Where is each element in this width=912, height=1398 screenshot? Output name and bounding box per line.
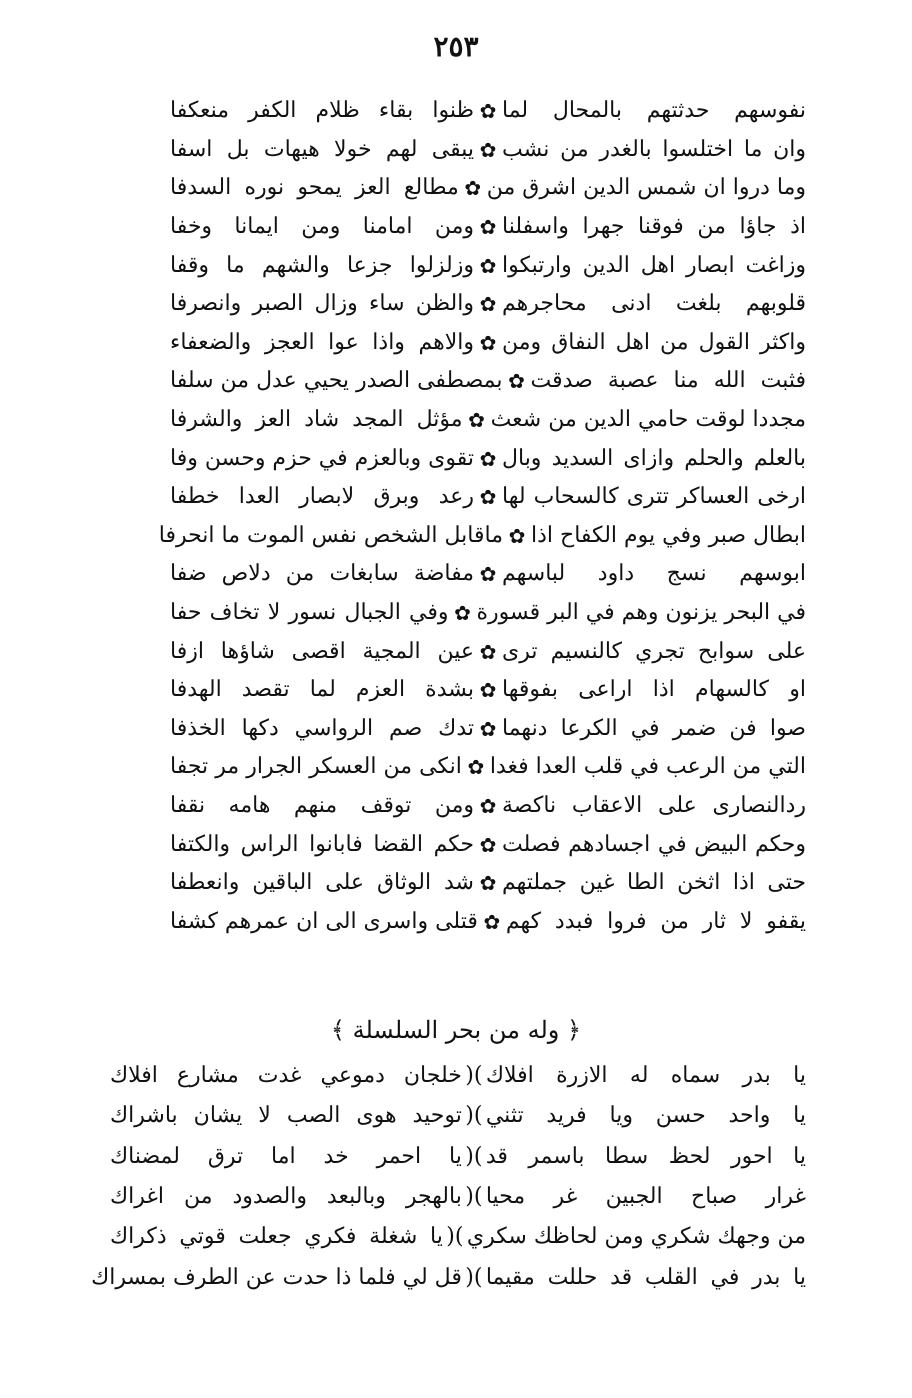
hemistich-left: ماقابل الشخص نفس الموت ما انحرفا: [158, 522, 503, 548]
hemistich-left: قتلى واسرى الى ان عمرهم كشفا: [170, 908, 478, 934]
hemistich-right: يقفو لا ثار من فروا فبدد كهم: [505, 908, 806, 934]
verse-line: [91, 1257, 806, 1297]
hemistich-right: ابوسهم نسج داود لباسهم: [502, 561, 806, 587]
hemistich-right: وان ما اختلسوا بالغدر من نشب: [502, 136, 806, 162]
verse-separator-icon: ✿: [508, 369, 525, 394]
verse-separator-icon: ✿: [468, 408, 485, 433]
hemistich-left: ظنوا بقاء ظلام الكفر منعكفا: [170, 98, 474, 124]
verse-separator-icon: ✿: [467, 755, 485, 780]
page-number: ٢٥٣: [433, 30, 479, 63]
hemistich-left: بشدة العزم لما تقصد الهدفا: [170, 677, 474, 703]
verse-line: [170, 362, 806, 401]
verse-separator-icon: ✿: [479, 716, 497, 741]
hemistich-left: شد الوثاق على الباقين وانعطفا: [170, 870, 474, 896]
hemistich-right: قلوبهم بلغت ادنى محاجرهم: [502, 291, 806, 317]
verse-line: [110, 1177, 806, 1217]
verse-line: [170, 787, 806, 826]
verse-line: [170, 285, 806, 324]
verse-line: [110, 1096, 806, 1136]
hemistich-right: اذ جاؤا من فوقنا جهرا واسفلنا: [502, 214, 806, 240]
hemistich-right: التي من الرعب في قلب العدا فغدا: [489, 754, 806, 780]
hemistich-left: بمصطفى الصدر يحيي عدل من سلفا: [170, 368, 503, 394]
verse-line: [170, 324, 806, 363]
hemistich-left: رعد وبرق لابصار العدا خطفا: [170, 484, 474, 510]
hemistich-right: غرار صباح الجبين غر محيا: [485, 1184, 806, 1210]
hemistich-right: واكثر القول من اهل النفاق ومن: [502, 329, 806, 355]
verse-line: [170, 555, 806, 594]
verse-line: [170, 825, 806, 864]
hemistich-right: في البحر يزنون وهم في البر قسورة: [476, 600, 806, 626]
verse-separator-icon: ✿: [479, 292, 497, 317]
hemistich-right: حتى اذا اثخن الطا غين جملتهم: [502, 870, 806, 896]
verse-separator-icon: ✿: [479, 678, 497, 703]
hemistich-right: او كالسهام اذا اراعى بفوقها: [502, 677, 806, 703]
verse-line: [170, 208, 806, 247]
verse-separator-icon: ✿: [479, 793, 497, 818]
hemistich-right: فثبت الله منا عصبة صدقت: [530, 368, 806, 394]
hemistich-left: مطالع العز يمحو نوره السدفا: [170, 175, 459, 201]
verse-line: [170, 632, 806, 671]
verse-line: [170, 671, 806, 710]
hemistich-right: يا بدر في القلب قد حللت مقيما: [485, 1264, 806, 1290]
hemistich-left: تدك صم الرواسي دكها الخذفا: [170, 715, 474, 741]
verse-line: [170, 594, 806, 633]
verse-line: [170, 246, 806, 285]
hemistich-right: من وجهك شكري ومن لحاظك سكري: [466, 1224, 806, 1250]
verse-line: [170, 748, 806, 787]
verse-line: [158, 517, 806, 556]
hemistich-left: قل لي فلما ذا حدت عن الطرف بمسراك: [91, 1264, 462, 1290]
poem-silsila: [91, 1056, 806, 1298]
verse-separator-icon: ✿: [508, 523, 526, 548]
hemistich-separator: )(: [465, 1143, 483, 1169]
verse-separator-icon: ✿: [479, 99, 497, 124]
hemistich-left: توحيد هوى الصب لا يشان باشراك: [110, 1103, 462, 1129]
hemistich-left: انكى من العسكر الجرار مر تجفا: [170, 754, 462, 780]
verse-separator-icon: ✿: [479, 871, 497, 896]
hemistich-right: وزاغت ابصار اهل الدين وارتبكوا: [502, 252, 806, 278]
hemistich-left: مؤثل المجد شاد العز والشرفا: [170, 407, 463, 433]
verse-line: [170, 439, 806, 478]
hemistich-right: يا واحد حسن ويا فريد تثني: [485, 1103, 806, 1129]
verse-line: [170, 478, 806, 517]
hemistich-right: يا احور لحظ سطا باسمر قد: [485, 1143, 806, 1169]
hemistich-left: بالهجر وبالبعد والصدود من اغراك: [110, 1184, 462, 1210]
verse-line: [170, 864, 806, 903]
hemistich-separator: )(: [465, 1264, 483, 1290]
verse-line: [170, 131, 806, 170]
hemistich-left: والظن ساء وزال الصبر وانصرفا: [170, 291, 474, 317]
hemistich-left: يبقى لهم خولا هيهات بل اسفا: [170, 136, 474, 162]
hemistich-right: وحكم البيض في اجسادهم فصلت: [502, 831, 806, 857]
verse-line: [170, 169, 806, 208]
verse-separator-icon: ✿: [479, 253, 497, 278]
hemistich-right: مجددا لوقت حامي الدين من شعث: [490, 407, 806, 433]
verse-separator-icon: ✿: [479, 137, 497, 162]
section-heading: ﴿ وله من بحر السلسلة ﴾: [330, 1016, 582, 1044]
hemistich-left: عين المجية اقصى شاؤها ازفا: [170, 638, 474, 664]
verse-separator-icon: ✿: [479, 562, 497, 587]
hemistich-left: وزلزلوا جزعا والشهم ما وقفا: [170, 252, 474, 278]
hemistich-left: خلجان دموعي غدت مشارع افلاك: [110, 1063, 462, 1089]
verse-separator-icon: ✿: [479, 446, 497, 471]
hemistich-left: ومن توقف منهم هامه نقفا: [170, 792, 474, 818]
hemistich-right: يا بدر سماه له الازرة افلاك: [485, 1063, 806, 1089]
verse-separator-icon: ✿: [479, 330, 497, 355]
hemistich-separator: )(: [465, 1103, 483, 1129]
verse-separator-icon: ✿: [464, 176, 482, 201]
verse-separator-icon: ✿: [479, 485, 497, 510]
hemistich-right: ابطال صبر وفي يوم الكفاح اذا: [531, 522, 806, 548]
hemistich-left: تقوى وبالعزم في حزم وحسن وفا: [170, 445, 474, 471]
hemistich-left: مفاضة سابغات من دلاص ضفا: [170, 561, 474, 587]
hemistich-left: يا احمر خد اما ترق لمضناك: [110, 1143, 462, 1169]
verse-line: [170, 401, 806, 440]
verse-line: [110, 1056, 806, 1096]
hemistich-left: حكم القضا فابانوا الراس والكتفا: [170, 831, 474, 857]
hemistich-right: ردالنصارى على الاعقاب ناكصة: [502, 792, 806, 818]
hemistich-separator: )(: [465, 1184, 483, 1210]
verse-separator-icon: ✿: [454, 601, 471, 626]
hemistich-right: صوا فن ضمر في الكرعا دنهما: [502, 715, 806, 741]
hemistich-right: ارخى العساكر تترى كالسحاب لها: [502, 484, 806, 510]
verse-separator-icon: ✿: [479, 832, 497, 857]
verse-line: [170, 902, 806, 941]
hemistich-right: على سوابح تجري كالنسيم ترى: [502, 638, 806, 664]
hemistich-right: وما دروا ان شمس الدين اشرق من: [486, 175, 806, 201]
hemistich-separator: )(: [446, 1224, 464, 1250]
verse-line: [110, 1217, 806, 1257]
verse-separator-icon: ✿: [483, 909, 501, 934]
hemistich-left: ومن امامنا ومن ايمانا وخفا: [170, 214, 474, 240]
verse-separator-icon: ✿: [479, 639, 497, 664]
hemistich-left: وفي الجبال نسور لا تخاف حفا: [170, 600, 449, 626]
poem-main: [158, 92, 806, 941]
verse-line: [170, 710, 806, 749]
hemistich-left: والاهم واذا عوا العجز والضعفاء: [170, 329, 474, 355]
verse-line: [170, 92, 806, 131]
hemistich-left: يا شغلة فكري جعلت قوتي ذكراك: [110, 1224, 443, 1250]
verse-separator-icon: ✿: [479, 215, 497, 240]
verse-line: [110, 1137, 806, 1177]
hemistich-separator: )(: [465, 1063, 483, 1089]
hemistich-right: بالعلم والحلم وازاى السديد وبال: [502, 445, 806, 471]
hemistich-right: نفوسهم حدثتهم بالمحال لما: [502, 98, 806, 124]
